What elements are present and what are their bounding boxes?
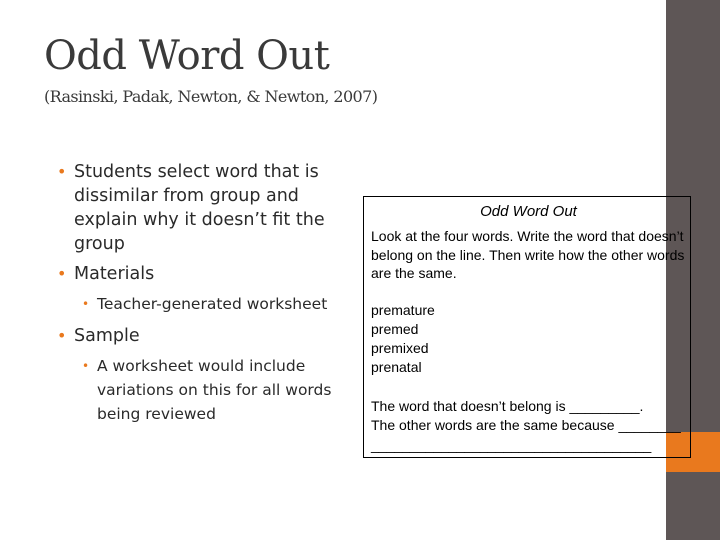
slide-title: Odd Word Out (44, 33, 330, 79)
bullet-text: Sample (74, 326, 140, 346)
sub-bullet-icon: • (82, 297, 90, 311)
worksheet-answer-line: The word that doesn’t belong is _________. (371, 397, 644, 414)
sub-bullet-item-worksheet (44, 292, 344, 316)
bullet-icon: • (57, 326, 67, 345)
sub-bullet-icon: • (82, 359, 90, 373)
bullet-icon: • (57, 264, 67, 283)
slide-subtitle: (Rasinski, Padak, Newton, & Newton, 2007) (44, 87, 378, 106)
bullet-item-materials (44, 262, 344, 286)
worksheet-answer-line: The other words are the same because ____________________________________________ (371, 417, 681, 453)
bullet-item-description (44, 160, 344, 256)
bullet-icon: • (57, 162, 67, 181)
sub-bullet-text: A worksheet would include variations on this for all words being reviewed (97, 357, 332, 423)
bullet-item-sample (44, 324, 344, 348)
bullet-text: Students select word that is dissimilar from group and explain why it doesn’t fit the group (74, 162, 325, 254)
worksheet-word: premed (371, 320, 419, 337)
worksheet-title: Odd Word Out (480, 203, 577, 220)
bullet-list (44, 160, 344, 434)
worksheet-word: prenatal (371, 358, 422, 375)
bullet-text: Materials (74, 264, 155, 284)
sub-bullet-item-variations (44, 354, 344, 426)
worksheet-answer-lines (371, 397, 686, 456)
sample-worksheet (363, 196, 691, 458)
worksheet-word: premixed (371, 339, 429, 356)
worksheet-word: premature (371, 301, 435, 318)
sub-bullet-text: Teacher-generated worksheet (97, 295, 328, 313)
worksheet-instructions: Look at the four words. Write the word that doesn’t belong on the line. Then write how the other words are the same. (371, 228, 685, 281)
worksheet-word-list (371, 301, 686, 377)
